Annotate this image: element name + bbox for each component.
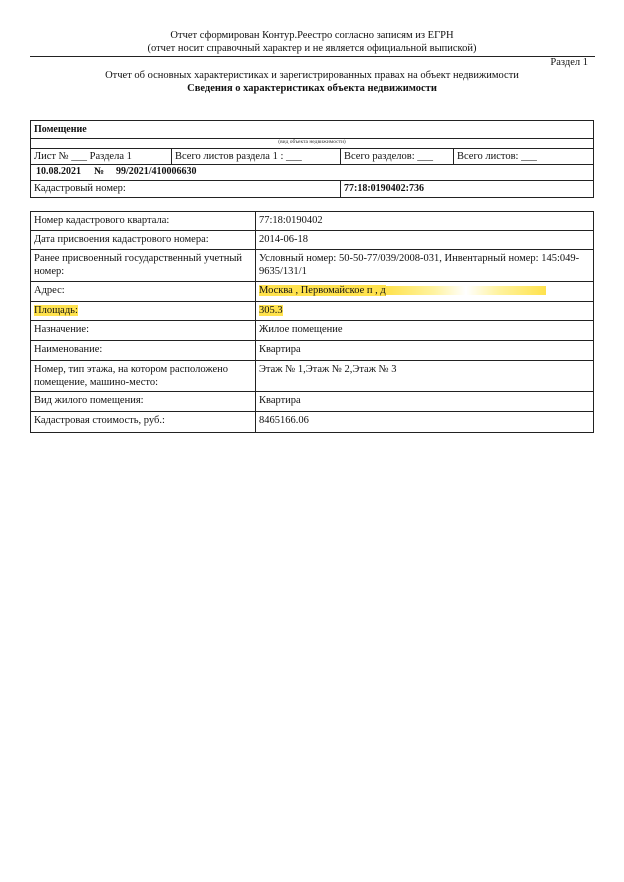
table-row-address: Адрес: Москва , Первомайское п , д [31,282,593,302]
object-type: Помещение [34,124,87,135]
header-divider [30,56,595,57]
table-row: Ранее присвоенный государственный учетный номер: Условный номер: 50-50-77/039/2008-031, Инвентарный номер: 145:049-9635/131/1 [31,250,593,282]
cadastral-number: 77:18:0190402:736 [344,183,424,194]
report-source-line: Отчет сформирован Контур.Реестро согласно записям из ЕГРН [170,30,454,41]
sheet-number: Лист № ___ Раздела 1 [34,151,132,162]
table-row: Дата присвоения кадастрового номера: 2014-06-18 [31,231,593,250]
sheet-info-row [31,149,593,165]
report-date: 10.08.2021 [36,166,81,177]
cadastral-label: Кадастровый номер: [34,183,126,194]
area-value: 305.3 [259,305,283,316]
object-info-table [30,120,594,198]
total-sheets-section: Всего листов раздела 1 : ___ [175,151,302,162]
date-number-row [31,165,593,181]
cadastral-row [31,181,593,197]
address-value: Москва , Первомайское п , д [259,285,386,296]
number-sign: № [94,166,105,177]
section-label: Раздел 1 [550,57,588,68]
table-row: Назначение: Жилое помещение [31,321,593,341]
characteristics-table [30,211,594,433]
total-sheets: Всего листов: ___ [457,151,537,162]
report-subtitle: Сведения о характеристиках объекта недвижимости [187,83,437,94]
table-row-area [31,302,593,321]
table-row: Номер кадастрового квартала: 77:18:0190402 [31,212,593,231]
object-type-row [31,121,593,139]
total-sections: Всего разделов: ___ [344,151,433,162]
redacted-address [386,286,546,295]
report-disclaimer: (отчет носит справочный характер и не является официальной выпиской) [147,43,477,54]
object-type-caption-row [31,139,593,149]
report-number: 99/2021/410006630 [116,166,197,177]
object-type-caption: (вид объекта недвижимости) [278,139,346,145]
table-row: Кадастровая стоимость, руб.: 8465166.06 [31,412,593,432]
table-row: Вид жилого помещения: Квартира [31,392,593,412]
area-label: Площадь: [34,305,78,316]
table-row: Номер, тип этажа, на котором расположено помещение, машино-место: Этаж № 1,Этаж № 2,Этаж № 3 [31,361,593,392]
table-row: Наименование: Квартира [31,341,593,361]
report-title: Отчет об основных характеристиках и зарегистрированных правах на объект недвижимости [105,70,519,81]
